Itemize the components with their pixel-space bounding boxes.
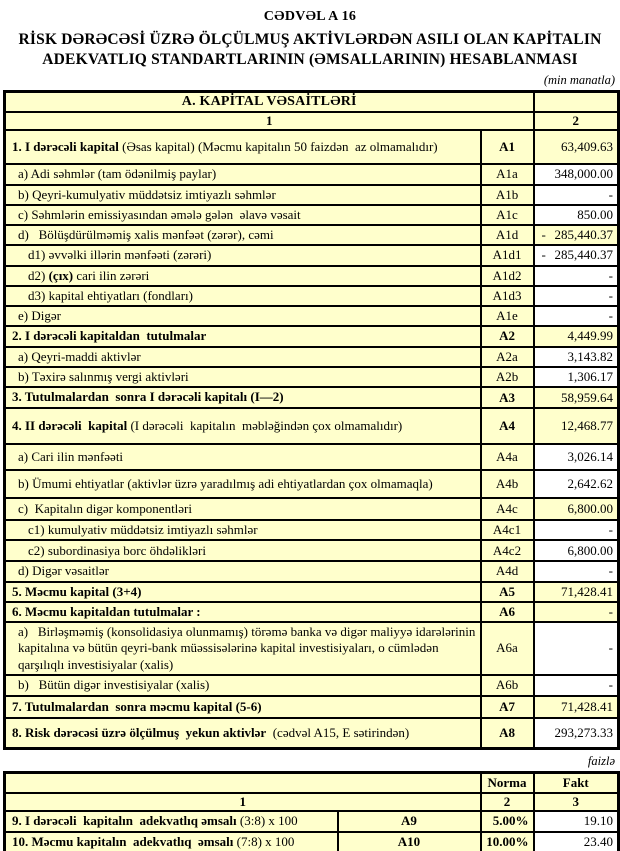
norma-value: 5.00% [481, 811, 534, 831]
label-text: c1) kumulyativ müddətsiz imtiyazlı səhmlər [28, 522, 258, 538]
row-label [5, 675, 481, 696]
table-row [5, 408, 619, 444]
table-row [5, 520, 619, 540]
label-text: - [541, 227, 546, 243]
row-value: 63,409.63 [534, 130, 619, 164]
label-text: cari ilin zərəri [73, 267, 150, 283]
row-code: A6 [481, 602, 534, 622]
row-value: - [534, 286, 619, 306]
table-row [5, 696, 619, 718]
ratio-table-row [5, 832, 619, 851]
row-value: 2,642.62 [534, 470, 619, 498]
row-code: A1d [481, 225, 534, 245]
row-code: A1a [481, 164, 534, 184]
row-label [5, 266, 481, 286]
row-label [5, 696, 481, 718]
table-row [5, 470, 619, 498]
row-label [5, 832, 338, 851]
row-label [5, 561, 481, 581]
row-label [5, 347, 481, 367]
section-header-spacer [534, 92, 619, 113]
ratio-column-number-1: 1 [5, 793, 481, 811]
label-text: (I dərəcəli kapitalın məbləğindən çox olmamalıdır) [127, 417, 403, 433]
ratio-column-number-row [5, 793, 619, 811]
table-row [5, 602, 619, 622]
table-row [5, 444, 619, 470]
row-code: A9 [338, 811, 481, 831]
row-code: A4c1 [481, 520, 534, 540]
table-row [5, 286, 619, 306]
label-bold-text: 5. Məcmu kapital (3+4) [12, 583, 142, 599]
row-value: 12,468.77 [534, 408, 619, 444]
row-code: A1e [481, 306, 534, 326]
table-label: CƏDVƏL A 16 [263, 9, 357, 24]
label-bold-text: 9. I dərəcəli kapitalın adekvatlıq əmsalı [12, 813, 237, 829]
row-label [5, 520, 481, 540]
ratio-column-number-2: 2 [481, 793, 534, 811]
table-row [5, 326, 619, 346]
row-code: A1d1 [481, 245, 534, 265]
section-header: A. KAPİTAL VƏSAİTLƏRİ [5, 92, 534, 113]
label-text: a) Adi səhmlər (tam ödənilmiş paylar) [18, 166, 217, 182]
row-value: - [534, 622, 619, 675]
row-value: - [534, 602, 619, 622]
row-code: A2b [481, 367, 534, 387]
label-text: a) Cari ilin mənfəəti [18, 448, 124, 464]
row-value: 348,000.00 [534, 164, 619, 184]
label-text: a) Qeyri-maddi aktivlər [18, 348, 141, 364]
table-row [5, 498, 619, 520]
row-value: 4,449.99 [534, 326, 619, 346]
label-text: - [541, 247, 546, 263]
row-value: 6,800.00 [534, 540, 619, 561]
row-code: A3 [481, 387, 534, 408]
label-text: d) Bölüşdürülməmiş xalis mənfəət (zərər), cəmi [18, 227, 274, 243]
table-row [5, 205, 619, 225]
label-text: b) Təxirə salınmış vergi aktivləri [18, 368, 189, 384]
row-value: - [534, 266, 619, 286]
label-bold-text: 2. I dərəcəli kapitaldan tutulmalar [12, 328, 207, 344]
row-label [5, 185, 481, 205]
row-label [5, 326, 481, 346]
label-text: d) Digər vəsaitlər [18, 563, 109, 579]
column-number-1: 1 [5, 112, 534, 130]
label-bold-text: 6. Məcmu kapitaldan tutulmalar : [12, 603, 201, 619]
label-text: (Əsas kapital) (Məcmu kapitalın 50 faizdən az olmamalıdır) [118, 139, 438, 155]
label-text: (cədvəl A15, E sətirindən) [266, 724, 410, 740]
column-number-2: 2 [534, 112, 619, 130]
row-label [5, 286, 481, 306]
label-bold-text: (çıx) [48, 267, 74, 283]
row-label [5, 582, 481, 602]
table-row [5, 622, 619, 675]
ratio-table-row [5, 811, 619, 831]
label-text: c) Səhmlərin emissiyasından əmələ gələn əlavə vəsait [18, 206, 301, 222]
label-text: b) Qeyri-kumulyativ müddətsiz imtiyazlı səhmlər [18, 186, 276, 202]
ratio-header-norma: Norma [481, 773, 534, 794]
row-code: A10 [338, 832, 481, 851]
row-label [5, 245, 481, 265]
row-value: - [534, 185, 619, 205]
row-value: 3,026.14 [534, 444, 619, 470]
row-code: A6b [481, 675, 534, 696]
table-row [5, 245, 619, 265]
label-text: c2) subordinasiya borc öhdəlikləri [28, 542, 206, 558]
row-value: 3,143.82 [534, 347, 619, 367]
row-code: A7 [481, 696, 534, 718]
row-code: A1 [481, 130, 534, 164]
row-code: A6a [481, 622, 534, 675]
label-bold-text: 8. Risk dərəcəsi üzrə ölçülmuş yekun aktivlər [12, 724, 267, 740]
section-header-row [5, 92, 619, 113]
label-text: b) Ümumi ehtiyatlar (aktivlər üzrə yaradılmış adi ehtiyatlardan çox olmamaqla) [18, 475, 433, 491]
row-code: A4c [481, 498, 534, 520]
row-value: - 285,440.37 [534, 225, 619, 245]
row-value: - [534, 675, 619, 696]
row-label [5, 444, 481, 470]
table-row [5, 367, 619, 387]
label-bold-text: 4. II dərəcəli kapital [12, 417, 128, 433]
row-label [5, 367, 481, 387]
row-value: - [534, 306, 619, 326]
table-row [5, 582, 619, 602]
label-bold-text: 7. Tutulmalardan sonra məcmu kapital (5-6) [12, 698, 262, 714]
row-label [5, 306, 481, 326]
table-row [5, 387, 619, 408]
row-code: A4 [481, 408, 534, 444]
label-text: d3) kapital ehtiyatları (fondları) [28, 287, 193, 303]
table-row [5, 718, 619, 749]
row-value: 850.00 [534, 205, 619, 225]
percent-note: faizlə [587, 754, 615, 769]
row-value: 58,959.64 [534, 387, 619, 408]
row-label [5, 205, 481, 225]
fakt-value: 19.10 [534, 811, 619, 831]
row-code: A8 [481, 718, 534, 749]
row-label [5, 622, 481, 675]
row-code: A4b [481, 470, 534, 498]
ratio-column-number-3: 3 [534, 793, 619, 811]
table-row [5, 561, 619, 581]
label-text: c) Kapitalın digər komponentləri [18, 500, 193, 516]
row-label [5, 602, 481, 622]
fakt-value: 23.40 [534, 832, 619, 851]
row-label [5, 164, 481, 184]
row-value: - [534, 520, 619, 540]
label-text: e) Digər [18, 308, 61, 324]
row-code: A2a [481, 347, 534, 367]
page-title-line-1: RİSK DƏRƏCƏSİ ÜZRƏ ÖLÇÜLMUŞ AKTİVLƏRDƏN ASILI OLAN KAPİTALIN [18, 31, 602, 48]
table-row [5, 164, 619, 184]
label-bold-text: 1. I dərəcəli kapital [12, 139, 119, 155]
unit-note: (min manatla) [543, 73, 615, 88]
table-row [5, 266, 619, 286]
row-value: - 285,440.37 [534, 245, 619, 265]
norma-value: 10.00% [481, 832, 534, 851]
row-label [5, 718, 481, 749]
row-label [5, 811, 338, 831]
row-label [5, 498, 481, 520]
row-code: A4a [481, 444, 534, 470]
page-title [0, 30, 620, 70]
label-bold-text: 3. Tutulmalardan sonra I dərəcəli kapitalı (I—2) [12, 389, 284, 405]
row-label [5, 408, 481, 444]
table-row [5, 540, 619, 561]
row-label [5, 387, 481, 408]
row-label [5, 130, 481, 164]
row-code: A1b [481, 185, 534, 205]
row-label [5, 225, 481, 245]
column-number-row [5, 112, 619, 130]
ratio-header-row [5, 773, 619, 794]
row-value: 6,800.00 [534, 498, 619, 520]
ratio-header-spacer [5, 773, 481, 794]
adequacy-ratio-table [3, 771, 620, 851]
row-value: 1,306.17 [534, 367, 619, 387]
row-code: A4d [481, 561, 534, 581]
row-code: A2 [481, 326, 534, 346]
page-title-line-2: ADEKVATLIQ STANDARTLARININ (ƏMSALLARININ) HESABLANMASI [42, 51, 578, 69]
table-row [5, 347, 619, 367]
table-row [5, 306, 619, 326]
table-row [5, 675, 619, 696]
table-row [5, 130, 619, 164]
label-text: d1) əvvəlki illərin mənfəəti (zərəri) [28, 247, 212, 263]
label-text: (7:8) x 100 [233, 833, 295, 849]
capital-table [3, 90, 620, 750]
row-code: A4c2 [481, 540, 534, 561]
label-bold-text: 10. Məcmu kapitalın adekvatlıq əmsalı [12, 833, 234, 849]
row-code: A1c [481, 205, 534, 225]
row-value: 293,273.33 [534, 718, 619, 749]
table-row [5, 225, 619, 245]
row-value: 71,428.41 [534, 696, 619, 718]
row-value: - [534, 561, 619, 581]
row-code: A1d2 [481, 266, 534, 286]
label-text: d2) [28, 267, 49, 283]
label-text: b) Bütün digər investisiyalar (xalis) [18, 677, 210, 693]
row-code: A1d3 [481, 286, 534, 306]
ratio-header-fakt: Fakt [534, 773, 619, 794]
row-value: 71,428.41 [534, 582, 619, 602]
row-label [5, 470, 481, 498]
row-code: A5 [481, 582, 534, 602]
label-text: a) Birləşməmiş (konsolidasiya olunmamış) törəmə banka və digər maliyyə idarələrinin kapitalına və bütün qeyri-bank müəssisələrinə kapital investisiyaları, o cümlədən qarşılıqlı investisiyalar (xalis) [18, 624, 479, 672]
label-text: (3:8) x 100 [236, 813, 298, 829]
row-label [5, 540, 481, 561]
table-row [5, 185, 619, 205]
